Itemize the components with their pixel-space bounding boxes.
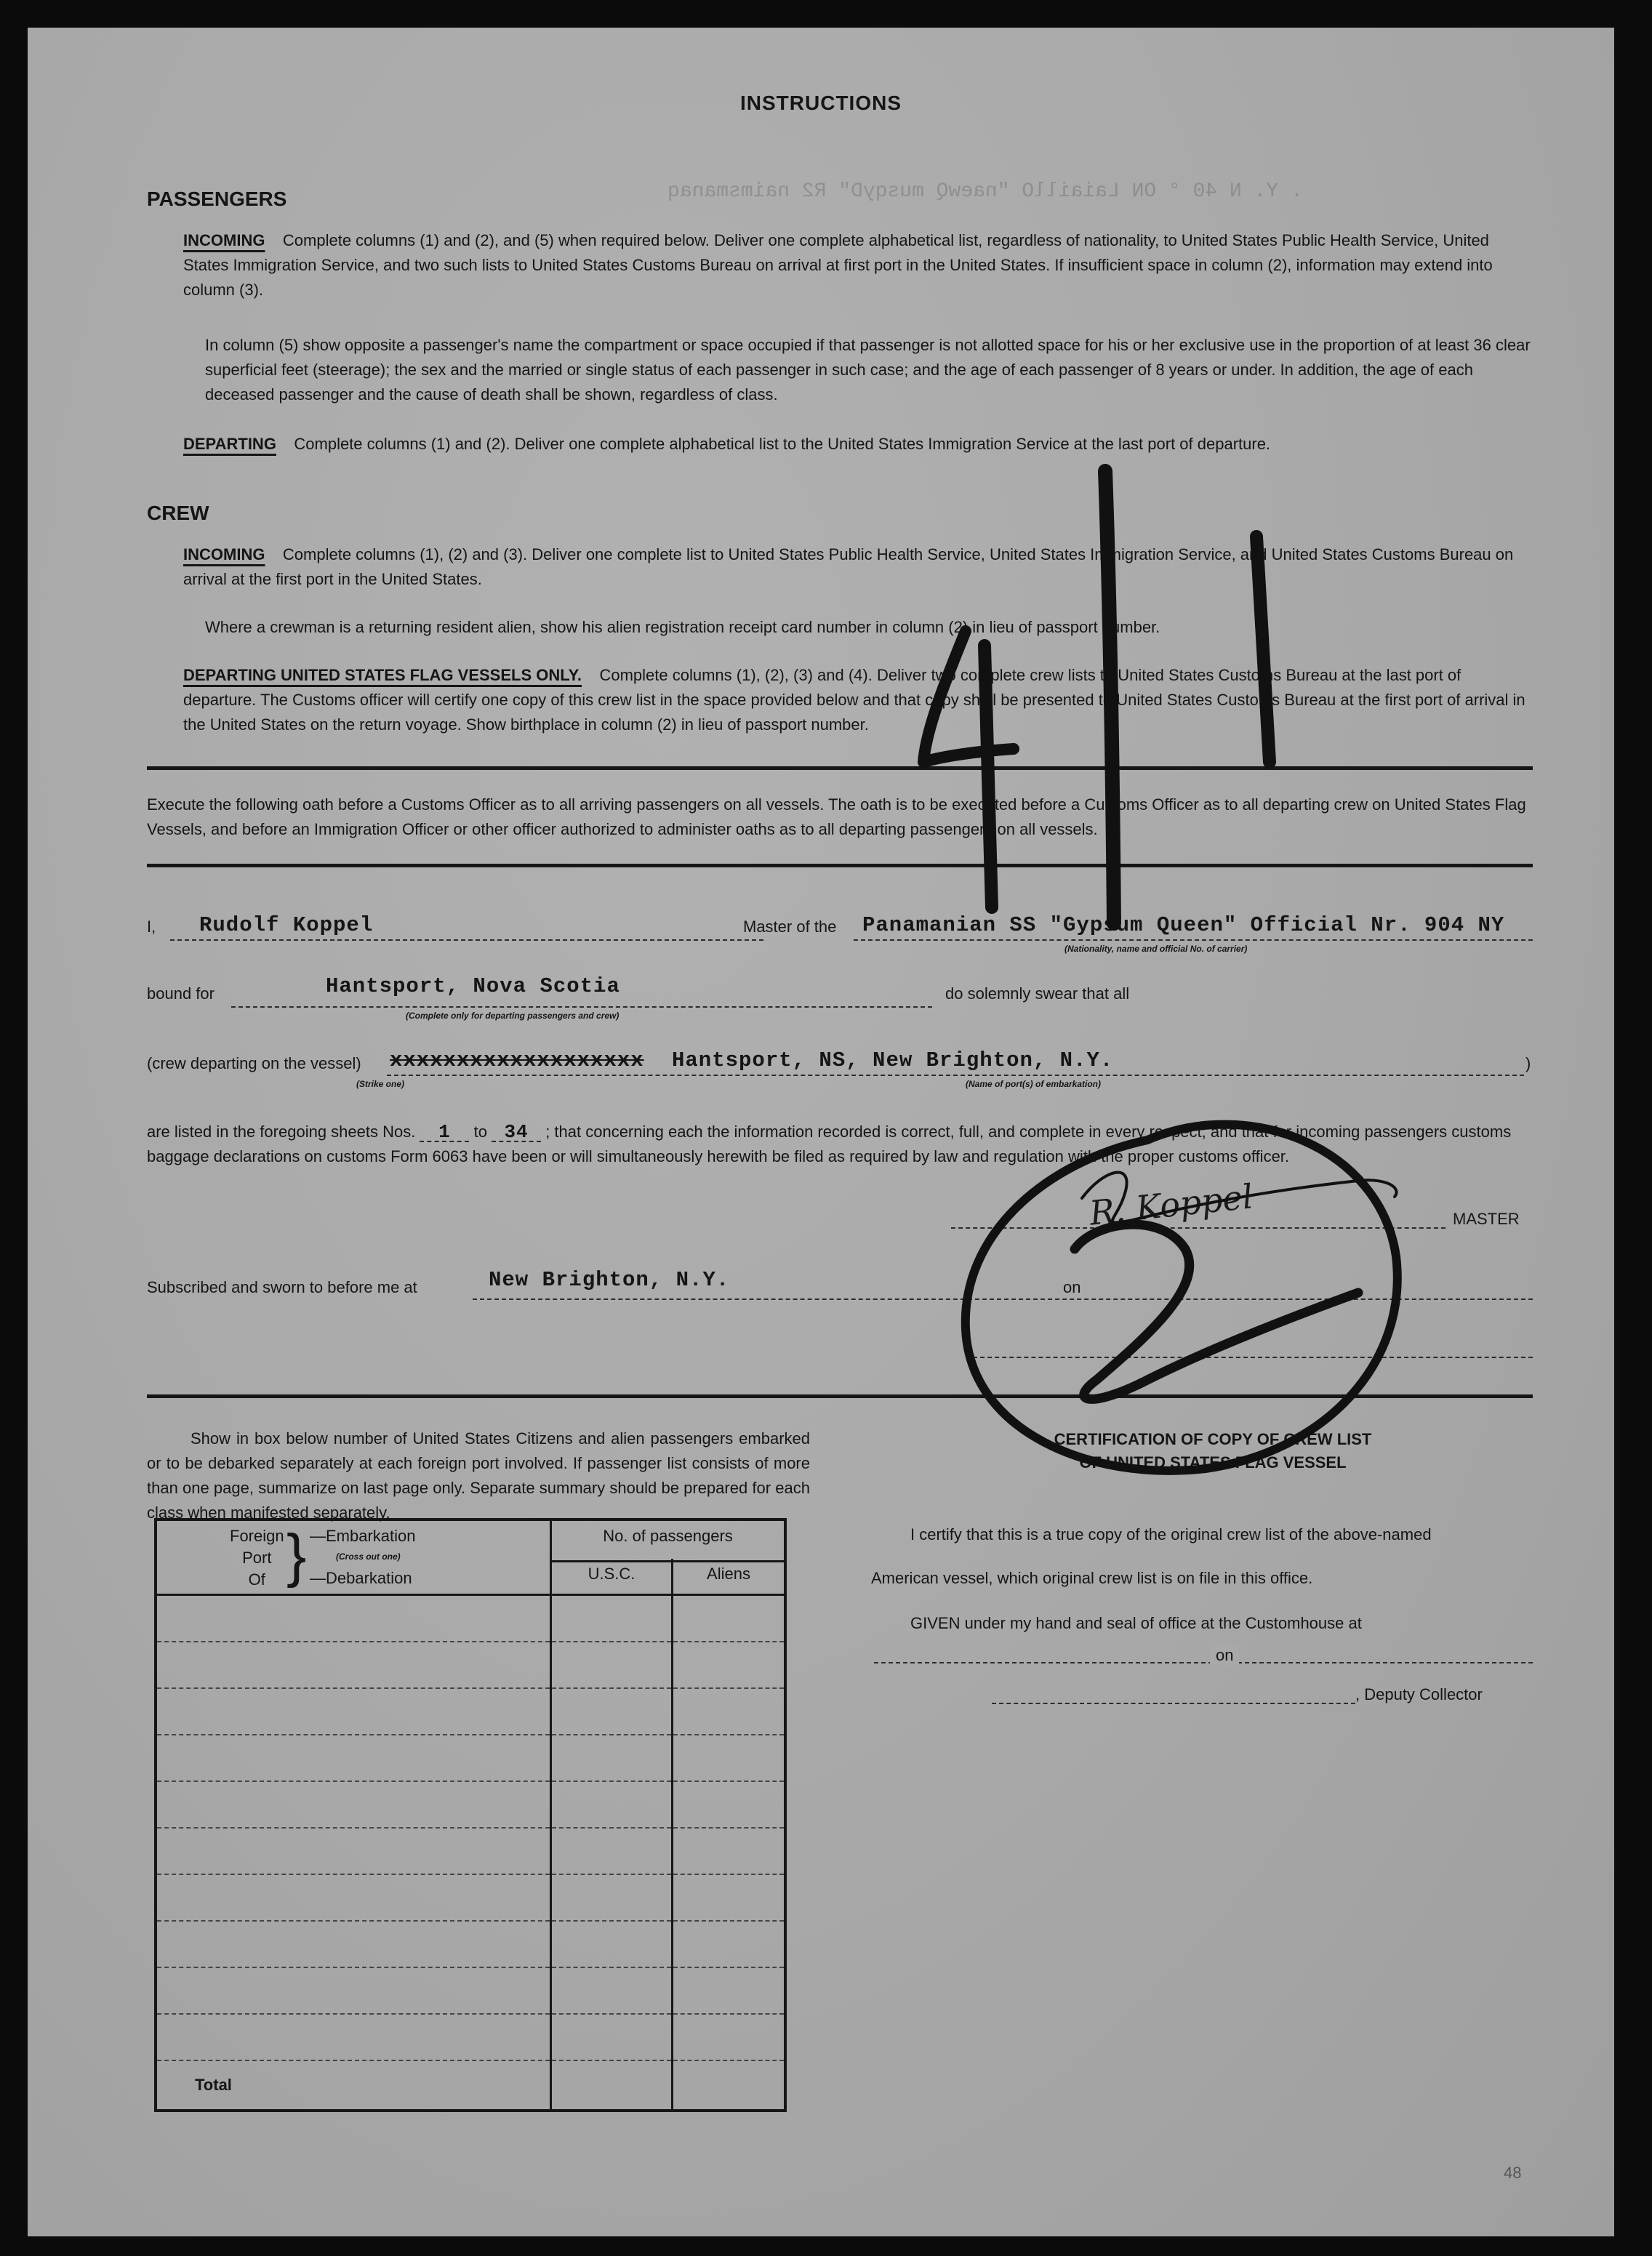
oath-i-label: I,: [147, 918, 156, 936]
debarkation-label: —Debarkation: [310, 1569, 412, 1587]
cross-out-label: (Cross out one): [336, 1551, 401, 1562]
bound-for-label: bound for: [147, 984, 214, 1003]
aliens-header: Aliens: [707, 1565, 750, 1583]
to-label: to: [473, 1123, 487, 1141]
page-title: INSTRUCTIONS: [740, 92, 902, 114]
master-label: MASTER: [1453, 1210, 1520, 1228]
bound-for-value: Hantsport, Nova Scotia: [326, 974, 620, 998]
master-signature: R. Koppel: [1087, 1176, 1255, 1233]
sheet-to: 34: [492, 1123, 541, 1142]
crew-departing-paragraph: [183, 663, 1533, 737]
crew-incoming-label: INCOMING: [183, 545, 265, 563]
vessel-line: [854, 939, 1533, 941]
certification-title-line1: CERTIFICATION OF COPY OF CREW LIST: [1054, 1430, 1372, 1448]
certification-line2: American vessel, which original crew list is on file in this office.: [871, 1569, 1313, 1587]
divider-rule-2: [147, 864, 1533, 867]
struck-text: xxxxxxxxxxxxxxxxxxx: [390, 1048, 644, 1072]
bound-for-line: [231, 1006, 932, 1008]
certification-on-label: on: [1210, 1646, 1239, 1665]
crew-heading: CREW: [147, 502, 209, 524]
passengers-count-header: [551, 1520, 786, 1595]
ports-value: Hantsport, NS, New Brighton, N.Y.: [672, 1048, 1114, 1072]
passengers-departing-label: DEPARTING: [183, 435, 276, 453]
total-label: Total: [156, 2060, 551, 2111]
vessel-caption: (Nationality, name and official No. of carrier): [1064, 944, 1248, 954]
of-word: Of: [248, 1570, 265, 1589]
divider-rule-3: [147, 1394, 1533, 1398]
certification-line1: I certify that this is a true copy of the original crew list of the above-named: [910, 1525, 1432, 1544]
master-name: Rudolf Koppel: [199, 913, 374, 937]
deputy-collector-label: , Deputy Collector: [1355, 1685, 1483, 1703]
master-name-line: [170, 939, 763, 941]
crew-departing-text: Complete columns (1), (2), (3) and (4). Deliver two complete crew lists to United States Customs Bureau at the last port of departure. The Customs officer will certify one copy of this crew list in the space provided below and that copy shall be presented to United States Customs Bureau at the first port of arrival in the United States on the return voyage. Show birthplace in column (2) in lieu of passport number.: [183, 666, 1525, 734]
sworn-at-line: [473, 1298, 1533, 1300]
certification-title: [849, 1428, 1576, 1474]
table-row: [156, 1921, 785, 1967]
ports-caption: (Name of port(s) of embarkation): [966, 1079, 1102, 1089]
listed-text: ; that concerning each the information recorded is correct, full, and complete in every respect; and that for incoming passengers customs baggage declarations on customs Form 6063 have been or will simultaneously herewith be filed as required by law and regulation with the proper customs officer.: [147, 1123, 1512, 1165]
table-row: [156, 1595, 785, 1642]
listed-paragraph: [147, 1120, 1533, 1169]
crew-departing-label: DEPARTING UNITED STATES FLAG VESSELS ONLY.: [183, 666, 582, 684]
table-row: [156, 1688, 785, 1735]
crew-incoming-paragraph: [183, 542, 1533, 592]
foreign-port-of: [230, 1525, 284, 1591]
corner-mark: 48: [1504, 2164, 1522, 2182]
ports-line: [387, 1075, 1524, 1076]
ports-close-paren: ): [1525, 1054, 1531, 1072]
usc-header: U.S.C.: [588, 1565, 635, 1583]
bound-for-caption: (Complete only for departing passengers and crew): [406, 1011, 620, 1021]
foreign-word: Foreign: [230, 1527, 284, 1545]
crew-departing-vessel-label: (crew departing on the vessel): [147, 1054, 361, 1072]
table-row: [156, 1874, 785, 1921]
master-signature-line: [951, 1227, 1446, 1229]
sworn-at-value: New Brighton, N.Y.: [489, 1268, 730, 1292]
master-of-label: Master of the: [743, 918, 837, 936]
subscribed-label: Subscribed and sworn to before me at: [147, 1278, 417, 1296]
passengers-incoming-paragraph: [183, 228, 1533, 302]
passengers-departing-paragraph: [183, 432, 1533, 457]
swear-label: do solemnly swear that all: [945, 984, 1130, 1003]
certification-line3: GIVEN under my hand and seal of office at the Customhouse at: [910, 1614, 1362, 1632]
form-sheet: [28, 28, 1614, 2236]
deputy-collector-line: [992, 1703, 1355, 1704]
passengers-incoming-text: Complete columns (1) and (2), and (5) when required below. Deliver one complete alphabetical list, regardless of nationality, to United States Public Health Service, United States Immigration Service, and two such lists to United States Customs Bureau on arrival at first port in the United States. If insufficient space in column (2), information may extend into column (3).: [183, 231, 1493, 299]
listed-label: are listed in the foregoing sheets Nos.: [147, 1123, 416, 1141]
circled-2: [1075, 1224, 1358, 1399]
table-row: [156, 2014, 785, 2060]
table-row: [156, 1735, 785, 1781]
sworn-extra-line: [973, 1357, 1533, 1358]
brace-glyph: }: [286, 1522, 307, 1589]
foreign-port-header: [156, 1520, 551, 1595]
certification-title-line2: OF UNITED STATES FLAG VESSEL: [1079, 1453, 1347, 1472]
embarkation-label: —Embarkation: [310, 1527, 416, 1545]
crew-resident-paragraph: Where a crewman is a returning resident alien, show his alien registration receipt card number in column (2) in lieu of passport number.: [205, 618, 1160, 636]
passenger-summary-table: [154, 1518, 787, 2112]
customhouse-line: [874, 1662, 1533, 1663]
sworn-on-label: on: [1063, 1278, 1081, 1296]
passengers-heading: PASSENGERS: [147, 188, 287, 210]
vessel-name: Panamanian SS "Gypsum Queen" Official Nr. 904 NY: [862, 913, 1505, 937]
port-word: Port: [242, 1549, 272, 1567]
summary-header-row: [156, 1520, 785, 1595]
strike-caption: (Strike one): [356, 1079, 405, 1089]
circle-mark: [966, 1125, 1398, 1471]
table-row: [156, 1642, 785, 1688]
table-row: [156, 1967, 785, 2014]
summary-instructions: Show in box below number of United States Citizens and alien passengers embarked or to be debarked separately at each foreign port involved. If passenger list consists of more than one page, summarize on last page only. Separate summary should be prepared for each class when manifested separately.: [147, 1429, 810, 1522]
divider-rule-1: [147, 766, 1533, 770]
table-row: [156, 1781, 785, 1828]
oath-intro: Execute the following oath before a Customs Officer as to all arriving passengers on all vessels. The oath is to be executed before a Customs Officer as to all departing crew on United States Flag Vessels, and before an Immigration Officer or other officer authorized to administer oaths as to all departing passengers on all vessels.: [147, 795, 1526, 838]
total-row: [156, 2060, 785, 2111]
sheet-from: 1: [420, 1123, 469, 1142]
passengers-incoming-label: INCOMING: [183, 231, 265, 249]
table-row: [156, 1828, 785, 1874]
no-passengers-label: No. of passengers: [552, 1527, 784, 1562]
passengers-departing-text: Complete columns (1) and (2). Deliver one complete alphabetical list to the United States Immigration Service at the last port of departure.: [294, 435, 1271, 453]
passengers-column5-paragraph: In column (5) show opposite a passenger's name the compartment or space occupied if that passenger is not allotted space for his or her exclusive use in the proportion of at least 36 clear superficial feet (steerage); the sex and the married or single status of each passenger in such case; and the age of each passenger of 8 years or under. In addition, the age of each deceased passenger and the cause of death shall be shown, regardless of class.: [205, 336, 1531, 404]
crew-incoming-text: Complete columns (1), (2) and (3). Deliver one complete list to United States Public Health Service, United States Immigration Service, and United States Customs Bureau on arrival at the first port in the United States.: [183, 545, 1514, 588]
bleed-through: . Y. N 40 ° ON LaiaillO "naewQ musqyD" R2 naimsmanaq: [667, 180, 1303, 203]
